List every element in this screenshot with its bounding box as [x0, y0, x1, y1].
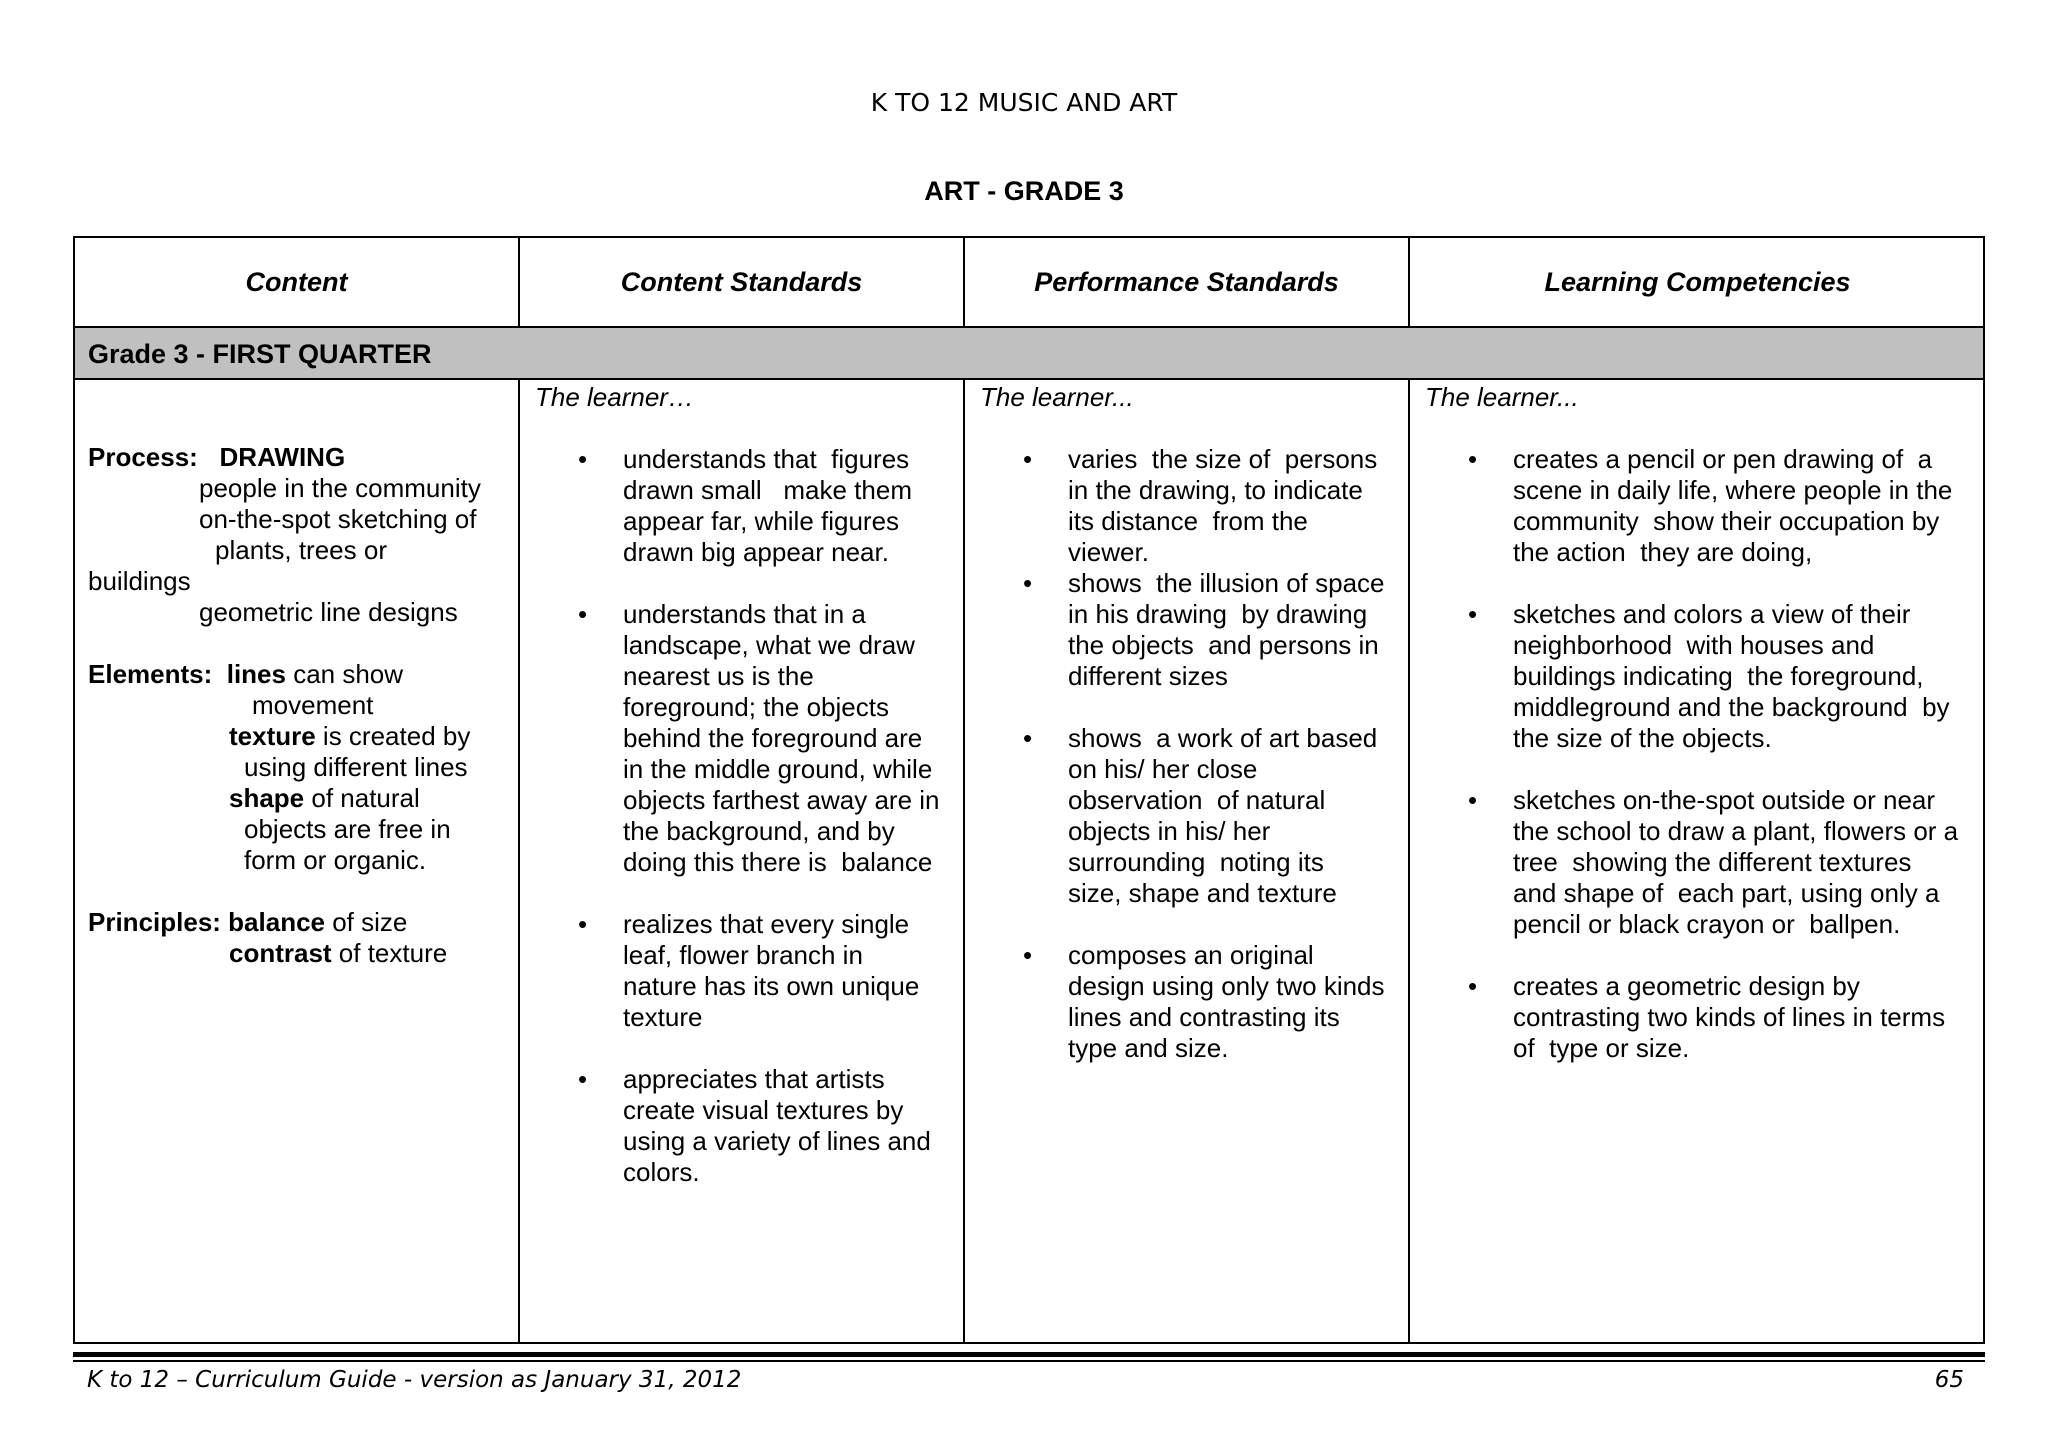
content-standards-list	[578, 444, 940, 1188]
element-term: texture	[229, 721, 316, 751]
process-line: people in the community	[199, 473, 481, 503]
header-content-standards: Content Standards	[620, 267, 863, 297]
list-item: • shows the illusion of space in his drawing by drawing the objects and persons in different sizes	[1023, 568, 1385, 692]
content-cell	[88, 442, 513, 969]
footer-caption: K to 12 – Curriculum Guide - version as January 31, 2012	[87, 1367, 742, 1393]
curriculum-table	[73, 236, 1985, 1344]
header-learning-competencies: Learning Competencies	[1544, 267, 1851, 297]
element-text: form or organic.	[244, 845, 427, 875]
list-item: • understands that figures drawn small make them appear far, while figures drawn big appear near.	[578, 444, 940, 568]
list-item: • appreciates that artists create visual textures by using a variety of lines and colors.	[578, 1064, 940, 1188]
list-item: • varies the size of persons in the drawing, to indicate its distance from the viewer.	[1023, 444, 1385, 568]
element-term: lines	[226, 659, 286, 689]
element-text: can show	[285, 659, 404, 689]
list-item: • composes an original design using only two kinds lines and contrasting its type and size.	[1023, 940, 1385, 1064]
learner-intro: The learner...	[1425, 382, 1579, 412]
list-item: • sketches on-the-spot outside or near the school to draw a plant, flowers or a tree showing the different textures and shape of each part, using only a pencil or black crayon or ballpen.	[1468, 785, 1958, 940]
column-divider	[518, 238, 520, 1342]
process-label: Process:	[88, 442, 198, 472]
process-line: geometric line designs	[199, 597, 458, 627]
learner-intro: The learner...	[980, 382, 1134, 412]
list-item: • realizes that every single leaf, flower branch in nature has its own unique texture	[578, 909, 940, 1033]
list-item: • understands that in a landscape, what we draw nearest us is the foreground; the objects behind the foreground are in the middle ground, while objects farthest away are in the background, and by doing this there is balance	[578, 599, 940, 878]
element-text: using different lines	[244, 752, 468, 782]
list-item: • shows a work of art based on his/ her close observation of natural objects in his/ her surrounding noting its size, shape and texture	[1023, 723, 1385, 909]
process-line: plants, trees or	[215, 535, 387, 565]
list-item: • creates a geometric design by contrasting two kinds of lines in terms of type or size.	[1468, 971, 1958, 1064]
process-title: DRAWING	[219, 442, 346, 472]
process-line: buildings	[88, 566, 191, 596]
elements-label: Elements:	[88, 659, 213, 689]
element-text: movement	[252, 690, 374, 720]
quarter-band	[75, 328, 1983, 380]
learner-intro: The learner…	[535, 382, 694, 412]
principles-label: Principles:	[88, 907, 221, 937]
element-term: shape	[229, 783, 305, 813]
footer-rule	[73, 1360, 1985, 1362]
principle-term: balance	[228, 907, 325, 937]
quarter-label: Grade 3 - FIRST QUARTER	[88, 339, 432, 369]
process-line: on-the-spot sketching of	[199, 504, 477, 534]
principle-term: contrast	[229, 938, 332, 968]
principle-text: of size	[325, 907, 408, 937]
list-item: • sketches and colors a view of their neighborhood with houses and buildings indicating the foreground, middleground and the background by the size of the objects.	[1468, 599, 1958, 754]
learning-competencies-list	[1468, 444, 1958, 1064]
element-text: of natural	[304, 783, 420, 813]
column-divider	[963, 238, 965, 1342]
list-item: • creates a pencil or pen drawing of a scene in daily life, where people in the community show their occupation by the action they are doing,	[1468, 444, 1958, 568]
header-content: Content	[245, 267, 348, 297]
page-number: 65	[1934, 1367, 1964, 1393]
document-title: K TO 12 MUSIC AND ART	[870, 88, 1178, 117]
element-text: objects are free in	[244, 814, 451, 844]
element-text: is created by	[315, 721, 471, 751]
footer-rule	[73, 1352, 1985, 1357]
document-subtitle: ART - GRADE 3	[924, 176, 1124, 206]
header-performance-standards: Performance Standards	[1034, 267, 1339, 297]
principle-text: of texture	[331, 938, 448, 968]
column-divider	[1408, 238, 1410, 1342]
performance-standards-list	[1023, 444, 1385, 1064]
